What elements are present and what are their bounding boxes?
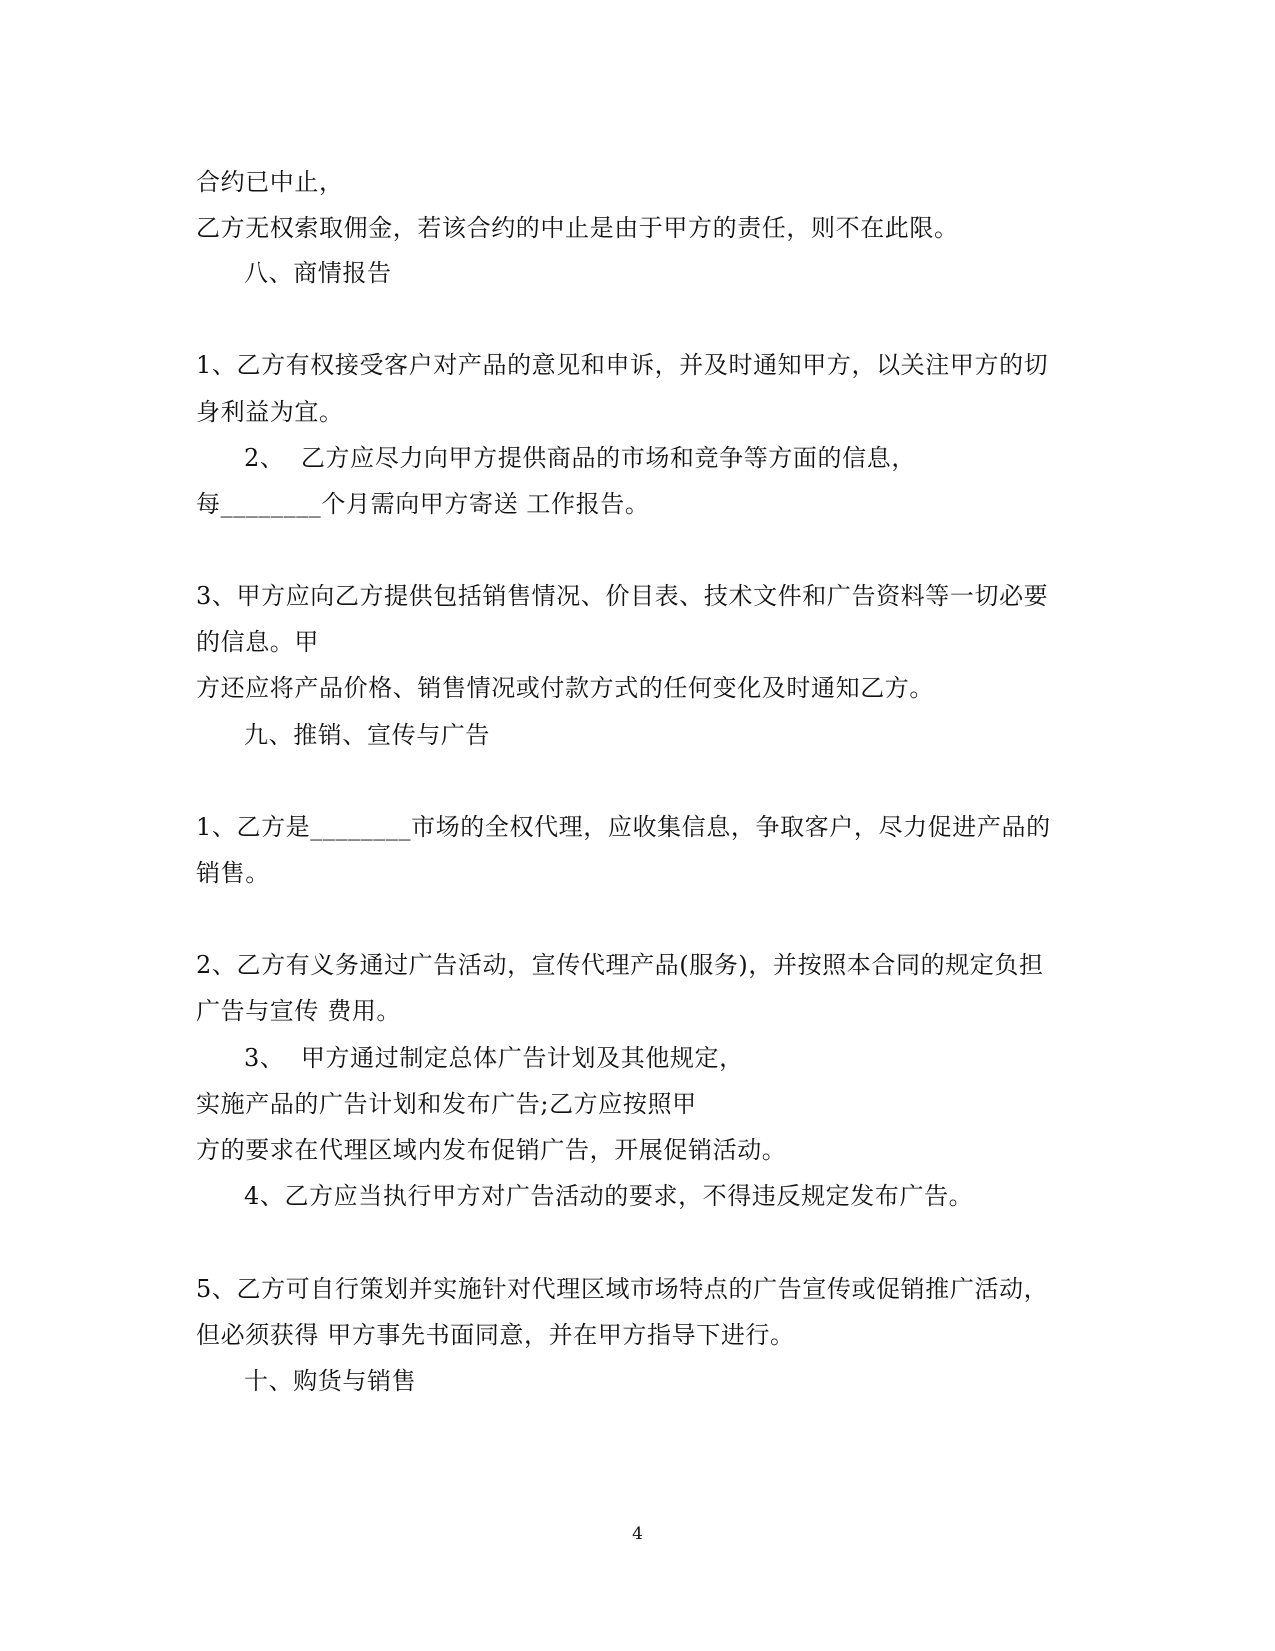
text-line: 1、乙方有权接受客户对产品的意见和申诉，并及时通知甲方，以关注甲方的切 [196, 351, 1049, 379]
text-line: 乙方无权索取佣金，若该合约的中止是由于甲方的责任，则不在此限。 [196, 214, 959, 242]
text-line: 实施产品的广告计划和发布广告;乙方应按照甲 [196, 1090, 697, 1118]
text-line: 每________个月需向甲方寄送 工作报告。 [196, 490, 650, 518]
text-line: 3、甲方应向乙方提供包括销售情况、价目表、技术文件和广告资料等一切必要 [196, 582, 1049, 610]
section-heading: 八、商情报告 [244, 259, 392, 287]
section-heading: 九、推销、宣传与广告 [244, 721, 490, 749]
text-line: 合约已中止， [196, 168, 344, 196]
text-line: 但必须获得 甲方事先书面同意，并在甲方指导下进行。 [196, 1321, 795, 1349]
text-line: 3、 甲方通过制定总体广告计划及其他规定， [244, 1044, 744, 1072]
text-line: 2、 乙方应尽力向甲方提供商品的市场和竞争等方面的信息， [244, 444, 916, 472]
text-line: 2、乙方有义务通过广告活动，宣传代理产品(服务)，并按照本合同的规定负担 [196, 951, 1044, 979]
text-line: 身利益为宜。 [196, 398, 344, 426]
page-number: 4 [632, 1524, 643, 1544]
text-line: 方还应将产品价格、销售情况或付款方式的任何变化及时通知乙方。 [196, 674, 934, 702]
text-line: 方的要求在代理区域内发布促销广告，开展促销活动。 [196, 1136, 787, 1164]
text-line: 广告与宣传 费用。 [196, 997, 402, 1025]
text-line: 销售。 [196, 859, 270, 887]
text-line: 5、乙方可自行策划并实施针对代理区域市场特点的广告宣传或促销推广活动， [196, 1275, 1049, 1303]
text-line: 4、乙方应当执行甲方对广告活动的要求，不得违反规定发布广告。 [244, 1182, 974, 1210]
text-line: 1、乙方是________市场的全权代理，应收集信息，争取客户，尽力促进产品的 [196, 813, 1051, 841]
text-line: 的信息。甲 [196, 628, 319, 656]
section-heading: 十、购货与销售 [244, 1367, 417, 1395]
